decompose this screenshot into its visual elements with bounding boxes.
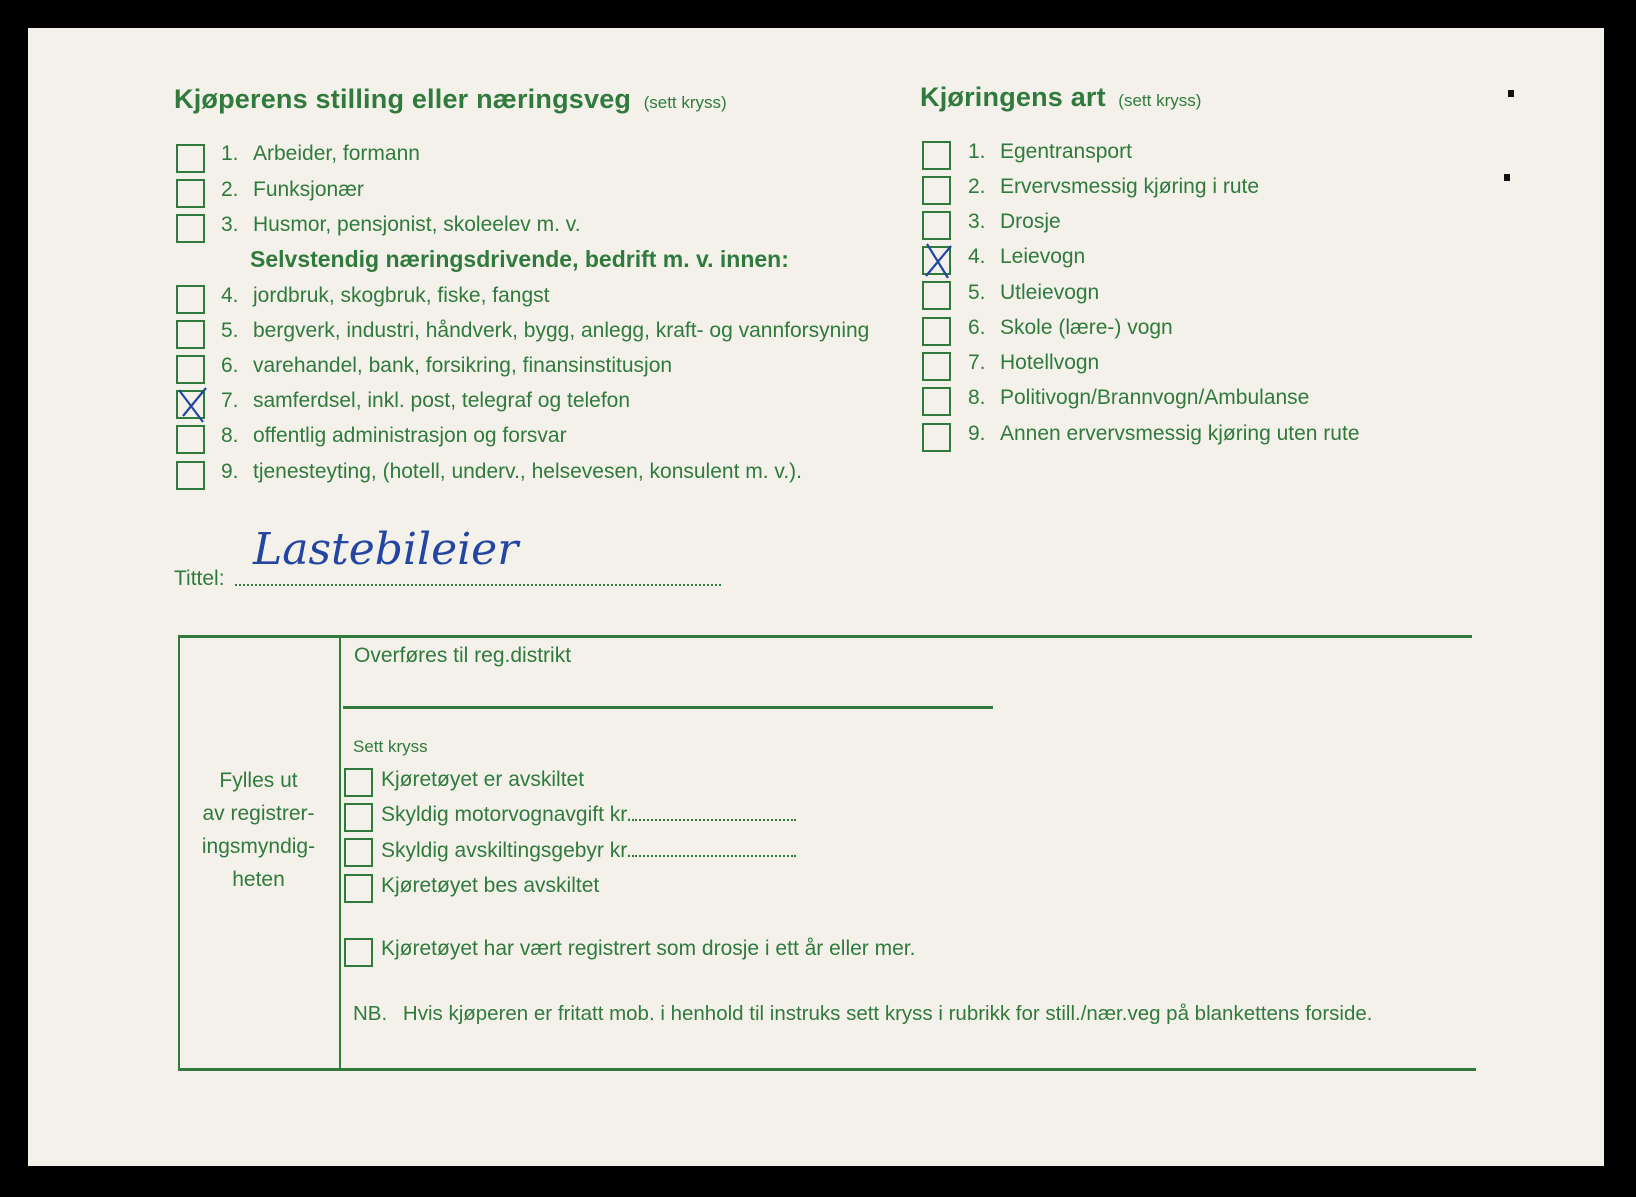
item-number: 6.: [968, 316, 986, 339]
item-label: varehandel, bank, forsikring, finansinstitusjon: [253, 354, 673, 377]
buyer-heading: Kjøperens stilling eller næringsveg: [174, 84, 632, 114]
side-label-line: ingsmyndig-: [201, 835, 316, 858]
item-number: 9.: [968, 422, 986, 445]
driving-heading-row: [920, 82, 1201, 113]
driving-hint: (sett kryss): [1118, 91, 1202, 110]
checkbox[interactable]: [176, 461, 205, 490]
item-number: 3.: [968, 210, 986, 233]
item-label: Hotellvogn: [1000, 351, 1100, 374]
business-subheading: Selvstendig næringsdrivende, bedrift m. v. innen:: [250, 246, 789, 272]
item-label: Arbeider, formann: [253, 142, 420, 165]
title-label: Tittel:: [174, 567, 225, 590]
checkbox[interactable]: [922, 211, 951, 240]
check-label: Skyldig motorvognavgift kr.: [381, 803, 632, 826]
checkbox[interactable]: [922, 176, 951, 205]
driving-heading: Kjøringens art: [920, 82, 1106, 112]
item-label: offentlig administrasjon og forsvar: [253, 424, 567, 447]
checkbox[interactable]: [344, 938, 373, 967]
transfer-district-field[interactable]: [343, 706, 993, 709]
item-number: 4.: [221, 284, 239, 307]
checkbox[interactable]: [344, 874, 373, 903]
checkbox[interactable]: [176, 425, 205, 454]
nb-text: Hvis kjøperen er fritatt mob. i henhold til instruks sett kryss i rubrikk for still./nær.veg på blankettens forside.: [402, 1002, 1373, 1025]
item-label: Annen ervervsmessig kjøring uten rute: [1000, 422, 1360, 445]
scan-speck: [1508, 90, 1514, 97]
checkbox[interactable]: [344, 803, 373, 832]
item-number: 2.: [221, 178, 239, 201]
checkbox[interactable]: [176, 179, 205, 208]
nb-label: NB.: [353, 1002, 388, 1025]
item-number: 1.: [968, 140, 986, 163]
item-number: 9.: [221, 460, 239, 483]
panel-top-border: [178, 635, 1472, 638]
checkbox[interactable]: [922, 281, 951, 310]
check-label: Kjøretøyet har vært registrert som drosje i ett år eller mer.: [381, 937, 916, 960]
amount-field[interactable]: [632, 819, 796, 821]
nb-note: [353, 1002, 1372, 1026]
item-number: 2.: [968, 175, 986, 198]
title-handwritten-value: Lastebileier: [253, 524, 519, 575]
checkbox[interactable]: [344, 768, 373, 797]
title-field-line[interactable]: [235, 584, 721, 586]
item-number: 5.: [968, 281, 986, 304]
item-label: Ervervsmessig kjøring i rute: [1000, 175, 1260, 198]
item-label: tjenesteyting, (hotell, underv., helsevesen, konsulent m. v.).: [253, 460, 803, 483]
checkbox[interactable]: [176, 214, 205, 243]
item-number: 4.: [968, 245, 986, 268]
item-number: 8.: [221, 424, 239, 447]
handwritten-x-mark: [175, 386, 209, 424]
check-label: Kjøretøyet bes avskiltet: [381, 874, 600, 897]
item-label: Egentransport: [1000, 140, 1132, 163]
side-label-line: heten: [232, 868, 285, 891]
item-number: 1.: [221, 142, 239, 165]
item-label: Leievogn: [1000, 245, 1086, 268]
item-label: Husmor, pensjonist, skoleelev m. v.: [253, 213, 581, 236]
item-label: samferdsel, inkl. post, telegraf og telefon: [253, 389, 631, 412]
side-label-line: Fylles ut: [219, 769, 298, 792]
checkbox[interactable]: [922, 387, 951, 416]
panel-bottom-border: [178, 1068, 1476, 1071]
checkbox[interactable]: [344, 838, 373, 867]
check-label: Skyldig avskiltingsgebyr kr.: [381, 839, 632, 862]
item-number: 7.: [968, 351, 986, 374]
buyer-heading-row: [174, 84, 727, 115]
item-number: 3.: [221, 213, 239, 236]
amount-field[interactable]: [632, 855, 796, 857]
scan-speck: [1504, 174, 1510, 181]
sett-kryss-label: Sett kryss: [353, 737, 428, 756]
item-number: 7.: [221, 389, 239, 412]
handwritten-x-mark: [921, 242, 955, 280]
checkbox[interactable]: [922, 317, 951, 346]
item-number: 6.: [221, 354, 239, 377]
item-label: jordbruk, skogbruk, fiske, fangst: [253, 284, 550, 307]
checkbox-checked[interactable]: [176, 390, 205, 419]
transfer-district-label: Overføres til reg.distrikt: [354, 644, 572, 667]
checkbox[interactable]: [176, 320, 205, 349]
checkbox[interactable]: [922, 423, 951, 452]
form-sheet: [28, 28, 1604, 1166]
item-label: Politivogn/Brannvogn/Ambulanse: [1000, 386, 1310, 409]
item-number: 5.: [221, 319, 239, 342]
checkbox[interactable]: [176, 285, 205, 314]
side-label-line: av registrer-: [202, 802, 315, 825]
buyer-hint: (sett kryss): [643, 93, 727, 112]
item-label: Funksjonær: [253, 178, 364, 201]
checkbox[interactable]: [922, 141, 951, 170]
checkbox[interactable]: [176, 144, 205, 173]
item-label: bergverk, industri, håndverk, bygg, anlegg, kraft- og vannforsyning: [253, 319, 870, 342]
checkbox[interactable]: [922, 352, 951, 381]
check-label: Kjøretøyet er avskiltet: [381, 768, 585, 791]
checkbox[interactable]: [176, 355, 205, 384]
checkbox-checked[interactable]: [922, 246, 951, 275]
item-label: Skole (lære-) vogn: [1000, 316, 1173, 339]
item-label: Utleievogn: [1000, 281, 1100, 304]
registry-side-label: [178, 764, 339, 896]
item-number: 8.: [968, 386, 986, 409]
panel-divider: [339, 637, 341, 1069]
item-label: Drosje: [1000, 210, 1061, 233]
